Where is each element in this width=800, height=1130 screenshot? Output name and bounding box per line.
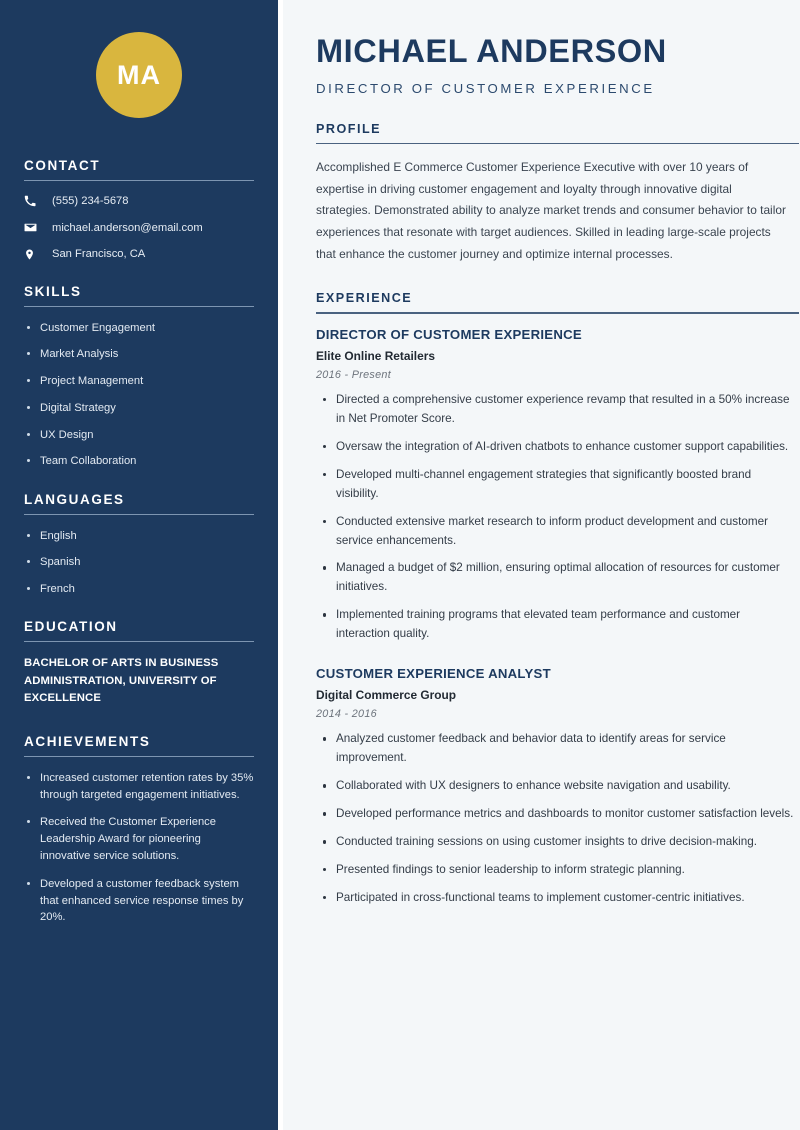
skills-divider: [24, 306, 254, 307]
list-item: English: [24, 528, 254, 544]
list-item: Spanish: [24, 554, 254, 570]
job-bullet-list: [316, 730, 799, 908]
sidebar-section-skills: [24, 284, 254, 470]
education-divider: [24, 641, 254, 642]
sidebar-section-contact: [24, 158, 254, 262]
list-item: Directed a comprehensive customer experience revamp that resulted in a 50% increase in Net Promoter Score.: [316, 391, 794, 429]
list-item: Implemented training programs that elevated team performance and customer interaction quality.: [316, 606, 794, 644]
list-item: Received the Customer Experience Leadership Award for pioneering innovative service solutions.: [24, 814, 254, 864]
map-pin-icon: [24, 248, 44, 261]
list-item: UX Design: [24, 427, 254, 443]
list-item: Oversaw the integration of AI-driven chatbots to enhance customer support capabilities.: [316, 438, 794, 457]
list-item: Customer Engagement: [24, 320, 254, 336]
sidebar-section-languages: [24, 492, 254, 598]
list-item: French: [24, 581, 254, 597]
avatar: [96, 32, 182, 118]
sidebar-section-achievements: [24, 734, 254, 926]
main-content: [283, 0, 800, 1130]
experience-divider: [316, 312, 799, 313]
avatar-container: [24, 0, 254, 158]
list-item: Increased customer retention rates by 35% through targeted engagement initiatives.: [24, 770, 254, 804]
languages-list: [24, 528, 254, 598]
contact-item-email[interactable]: [24, 221, 254, 236]
list-item: Presented findings to senior leadership to inform strategic planning.: [316, 861, 794, 880]
achievements-divider: [24, 756, 254, 757]
list-item: Participated in cross-functional teams to implement customer-centric initiatives.: [316, 889, 794, 908]
job-dates: 2016 - Present: [316, 368, 392, 381]
main-section-experience: [316, 291, 799, 908]
experience-heading: EXPERIENCE: [316, 291, 413, 306]
contact-list: [24, 194, 254, 262]
sidebar: [0, 0, 278, 1130]
contact-phone-value: (555) 234-5678: [52, 195, 129, 207]
list-item: Conducted training sessions on using customer insights to drive decision-making.: [316, 833, 794, 852]
profile-divider: [316, 143, 799, 144]
list-item: Managed a budget of $2 million, ensuring optimal allocation of resources for customer initiatives.: [316, 559, 794, 597]
envelope-icon: [24, 221, 44, 234]
skills-list: [24, 320, 254, 470]
profile-heading: PROFILE: [316, 121, 382, 136]
education-degree: BACHELOR OF ARTS IN BUSINESS ADMINISTRATION, UNIVERSITY OF EXCELLENCE: [24, 657, 219, 705]
contact-heading: CONTACT: [24, 158, 101, 173]
job-bullet-list: [316, 391, 799, 644]
contact-divider: [24, 180, 254, 181]
job-dates: 2014 - 2016: [316, 708, 377, 721]
experience-job-1: [316, 327, 799, 644]
languages-divider: [24, 514, 254, 515]
education-heading: EDUCATION: [24, 619, 118, 635]
achievements-heading: ACHIEVEMENTS: [24, 733, 151, 749]
list-item: Digital Strategy: [24, 400, 254, 416]
sidebar-section-education: [24, 619, 254, 708]
profile-text: Accomplished E Commerce Customer Experience Executive with over 10 years of expertise in driving customer engagement and loyalty through innovative digital strategies. Demonstrated ability to analyze market trends and consumer behavior to tailor experiences that resonate with target audiences. Skilled in leading large-scale projects that enhance the customer journey and optimize internal processes.: [316, 160, 786, 261]
list-item: Collaborated with UX designers to enhance website navigation and usability.: [316, 777, 794, 796]
list-item: Developed performance metrics and dashboards to monitor customer satisfaction levels.: [316, 805, 794, 824]
phone-icon: [24, 195, 44, 207]
experience-job-2: [316, 666, 799, 908]
headline-job-title: DIRECTOR OF CUSTOMER EXPERIENCE: [316, 80, 655, 96]
list-item: Market Analysis: [24, 346, 254, 362]
skills-heading: SKILLS: [24, 283, 82, 299]
achievements-list: [24, 770, 254, 926]
contact-item-location[interactable]: [24, 247, 254, 262]
job-company: Digital Commerce Group: [316, 688, 457, 703]
list-item: Project Management: [24, 373, 254, 389]
contact-item-phone[interactable]: [24, 194, 254, 209]
job-role: DIRECTOR OF CUSTOMER EXPERIENCE: [316, 326, 582, 342]
page-title: MICHAEL ANDERSON: [316, 33, 667, 69]
list-item: Team Collaboration: [24, 453, 254, 469]
list-item: Conducted extensive market research to inform product development and customer service enhancements.: [316, 513, 794, 551]
job-company: Elite Online Retailers: [316, 348, 435, 363]
contact-email-value: michael.anderson@email.com: [52, 221, 203, 234]
list-item: Developed a customer feedback system that enhanced service response times by 20%.: [24, 876, 254, 926]
languages-heading: LANGUAGES: [24, 491, 125, 507]
avatar-initials: MA: [117, 59, 161, 90]
contact-location-value: San Francisco, CA: [52, 248, 146, 261]
list-item: Analyzed customer feedback and behavior data to identify areas for service improvement.: [316, 730, 794, 768]
job-role: CUSTOMER EXPERIENCE ANALYST: [316, 666, 551, 682]
main-section-profile: [316, 122, 799, 266]
list-item: Developed multi-channel engagement strategies that significantly boosted brand visibility.: [316, 466, 794, 504]
